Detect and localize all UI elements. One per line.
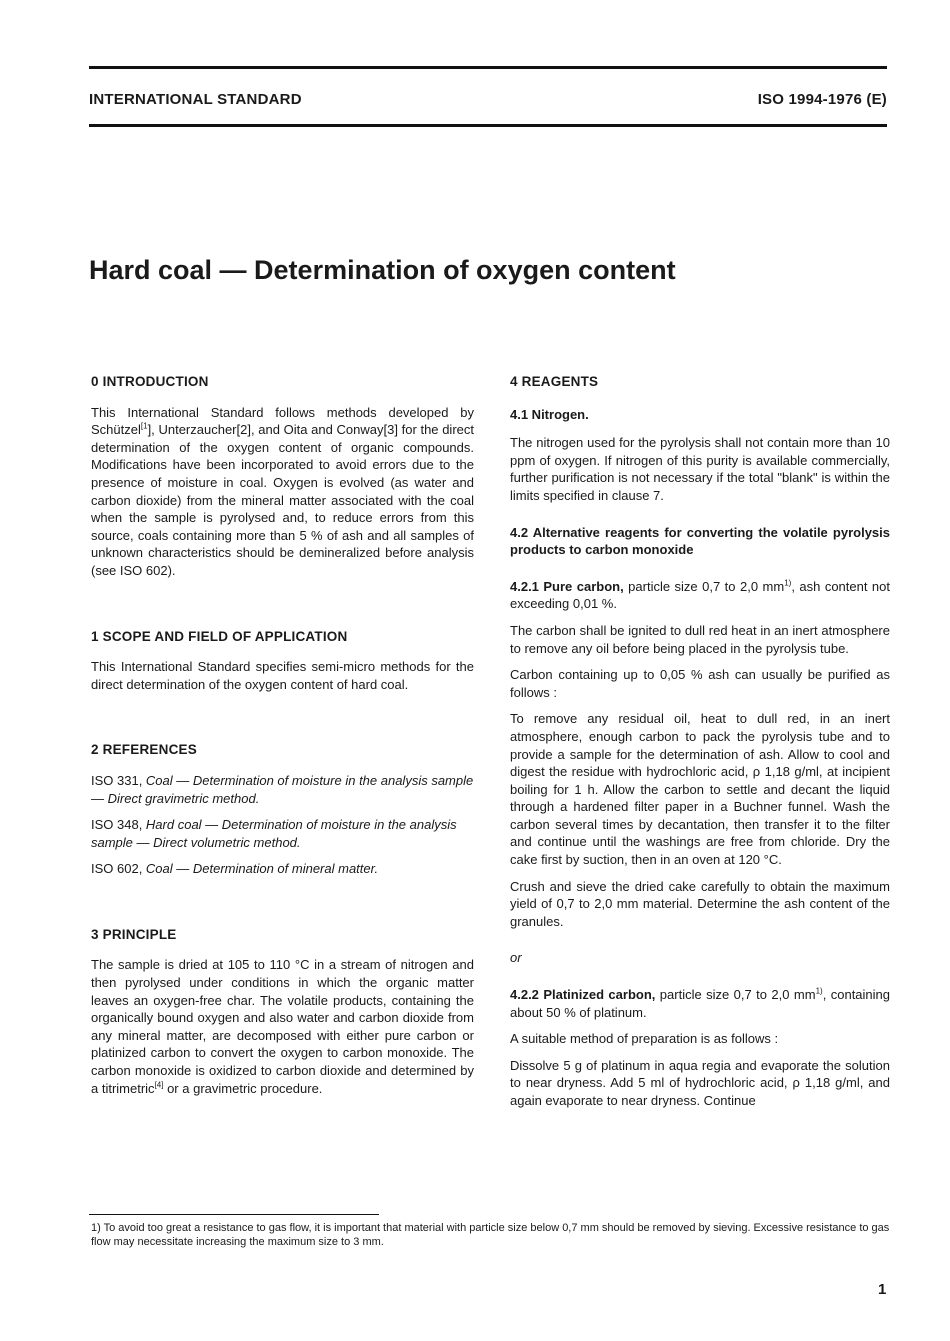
or-separator: or bbox=[510, 950, 522, 966]
section-heading-reagents: 4 REAGENTS bbox=[510, 374, 599, 389]
header-document-code: ISO 1994-1976 (E) bbox=[757, 91, 887, 108]
left-column bbox=[91, 373, 474, 1097]
paragraph: The sample is dried at 105 to 110 °C in a stream of nitrogen and then pyrolysed under conditions in which the organic matter leaves an oxygen-free char. The volatile products, containing the organically bound oxygen and also water and carbon dioxide from any mineral matter, are decomposed with either pure carbon or platinized carbon to convert the oxygen to carbon monoxide. The carbon monoxide is oxidized to carbon dioxide and determined by a titrimetric[4] or a gravimetric procedure. bbox=[91, 957, 474, 1096]
footnote: 1) To avoid too great a resistance to gas flow, it is important that material with particle size below 0,7 mm should be removed by sieving. Excessive resistance to gas flow may necessitate increasing the maximum size to 3 mm. bbox=[91, 1222, 890, 1248]
section-scope bbox=[91, 628, 474, 694]
section-references bbox=[91, 741, 474, 878]
section-introduction bbox=[91, 373, 474, 580]
right-column bbox=[510, 373, 890, 1110]
reference-item: ISO 331, Coal — Determination of moisture in the analysis sample — Direct gravimetric method. bbox=[91, 772, 474, 806]
section-heading: 2 REFERENCES bbox=[91, 742, 197, 758]
paragraph: Dissolve 5 g of platinum in aqua regia and evaporate the solution to near dryness. Add 5 ml of hydrochloric acid, ρ 1,18 g/ml, and again evaporate to near dryness. Continue bbox=[510, 1057, 890, 1108]
header-standard-label: INTERNATIONAL STANDARD bbox=[89, 91, 302, 108]
paragraph: This International Standard follows methods developed by Schützel$^{[1}$], Unterzaucher[2], and Oita and Conway[3] for the direct determination of the oxygen content of organic compounds. Modifications have been incorporated to avoid errors due to the presence of moisture in coal. Oxygen is evolved (as water and carbon dioxide) from the mineral matter associated with the coal when the sample is pyrolysed and, to reduce errors from this source, coals containing more than 5 % of ash and all samples of unknown characteristics should be demineralized before analysis (see ISO 602). bbox=[91, 404, 474, 578]
paragraph: To remove any residual oil, heat to dull red, in an inert atmosphere, enough carbon to pack the pyrolysis tube and to provide a sample for the determination of ash. Allow to cool and digest the residue with hydrochloric acid, ρ 1,18 g/ml, at incipient boiling for 1 h. Allow the carbon to settle and decant the liquid through a hardened filter paper in a Buchner funnel. Wash the carbon several times by decantation, then transfer it to the filter and continue until the washings are free from chloride. Dry the cake first by suction, then in an oven at 120 °C. bbox=[510, 711, 890, 868]
paragraph-4-2-2: 4.2.2 Platinized carbon, particle size 0,7 to 2,0 $mm^{1)}$, containing about 50 % of platinum. bbox=[510, 986, 891, 1020]
paragraph: Crush and sieve the dried cake carefully to obtain the maximum yield of 0,7 to 2,0 mm material. Determine the ash content of the granules. bbox=[510, 878, 890, 929]
paragraph: A suitable method of preparation is as follows : bbox=[510, 1031, 779, 1047]
section-heading: 3 PRINCIPLE bbox=[91, 926, 177, 942]
section-heading: 0 INTRODUCTION bbox=[91, 374, 209, 389]
paragraph-4-2-1: 4.2.1 Pure carbon, particle size 0,7 to 2,0 $mm^{1)}$, ash content not exceeding 0,01 %. bbox=[510, 578, 891, 612]
footnote-rule bbox=[89, 1214, 379, 1215]
header-top-rule bbox=[89, 66, 887, 69]
section-heading: 1 SCOPE AND FIELD OF APPLICATION bbox=[91, 628, 348, 644]
paragraph: Carbon containing up to 0,05 % ash can usually be purified as follows : bbox=[510, 667, 890, 700]
document-title: Hard coal — Determination of oxygen content bbox=[89, 255, 676, 285]
page-number: 1 bbox=[878, 1281, 887, 1298]
paragraph: The nitrogen used for the pyrolysis shall not contain more than 10 ppm of oxygen. If nitrogen of this purity is available commercially, further purification is not necessary if the total "blank" is within the limits specified in clause 7. bbox=[510, 435, 890, 503]
paragraph: This International Standard specifies semi-micro methods for the direct determination of the oxygen content of hard coal. bbox=[91, 659, 474, 692]
section-principle bbox=[91, 926, 474, 1097]
subsection-heading-4-2: 4.2 Alternative reagents for converting the volatile pyrolysis products to carbon monoxide bbox=[510, 524, 890, 558]
subsection-heading-4-1: 4.1 Nitrogen. bbox=[510, 406, 589, 422]
reference-item: ISO 348, Hard coal — Determination of moisture in the analysis sample — Direct volumetric method. bbox=[91, 817, 457, 850]
reference-item: ISO 602, Coal — Determination of mineral matter. bbox=[91, 861, 379, 877]
paragraph: The carbon shall be ignited to dull red heat in an inert atmosphere to remove any oil before being placed in the pyrolysis tube. bbox=[510, 622, 890, 656]
header-bottom-rule bbox=[89, 124, 887, 127]
